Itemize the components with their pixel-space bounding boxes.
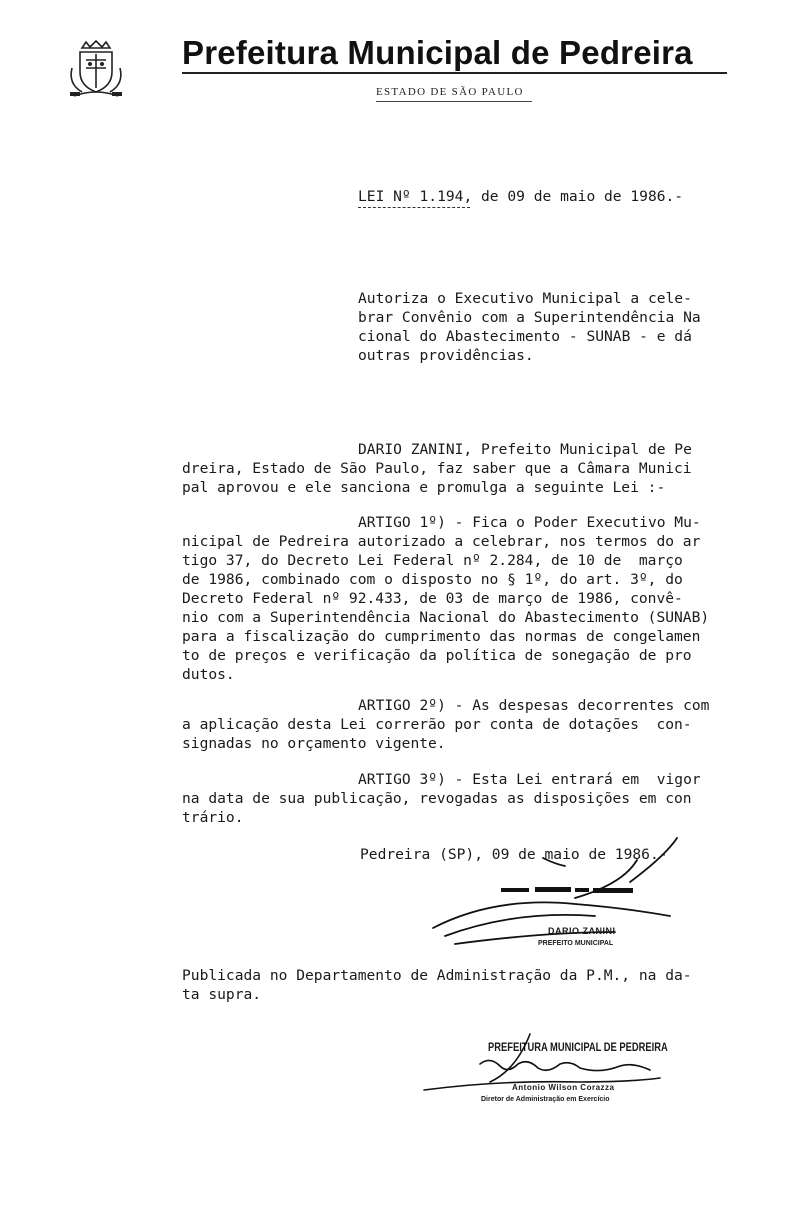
article-1-line: tigo 37, do Decreto Lei Federal nº 2.284, de 10 de março <box>182 552 683 569</box>
law-heading <box>358 190 683 205</box>
article-1-paragraph <box>182 513 709 684</box>
preamble-line: pal aprovou e ele sanciona e promulga a seguinte Lei :- <box>182 479 666 496</box>
ementa-line: outras providências. <box>358 347 534 364</box>
publication-line: Publicada no Departamento de Administração da P.M., na da- <box>182 967 692 984</box>
article-2-line: ARTIGO 2º) - As despesas decorrentes com <box>358 697 710 714</box>
ementa-paragraph <box>358 289 701 365</box>
mayor-signature-icon <box>425 836 695 954</box>
preamble-paragraph <box>182 440 692 497</box>
ementa-line: cional do Abastecimento - SUNAB - e dá <box>358 328 692 345</box>
header-divider <box>182 72 727 74</box>
article-3-line: na data de sua publicação, revogadas as disposições em con <box>182 790 692 807</box>
article-3-line: ARTIGO 3º) - Esta Lei entrará em vigor <box>358 771 701 788</box>
article-3-paragraph <box>182 770 701 827</box>
article-2-line: a aplicação desta Lei correrão por conta de dotações con- <box>182 716 692 733</box>
ementa-line: Autoriza o Executivo Municipal a cele- <box>358 290 692 307</box>
law-number-underline <box>358 207 470 208</box>
article-1-line: dutos. <box>182 666 235 683</box>
article-1-line: para a fiscalização do cumprimento das normas de congelamen <box>182 628 701 645</box>
ementa-line: brar Convênio com a Superintendência Na <box>358 309 701 326</box>
page-title: Prefeitura Municipal de Pedreira <box>182 34 693 71</box>
article-2-paragraph <box>182 696 709 753</box>
director-name: Antonio Wilson Corazza <box>512 1083 615 1092</box>
mayor-title: PREFEITO MUNICIPAL <box>538 940 614 947</box>
state-subtitle: ESTADO DE SÃO PAULO <box>376 86 524 98</box>
preamble-line: dreira, Estado de São Paulo, faz saber que a Câmara Munici <box>182 460 692 477</box>
director-role: Diretor de Administração em Exercício <box>481 1096 610 1103</box>
article-1-line: nicipal de Pedreira autorizado a celebrar, nos termos do ar <box>182 533 701 550</box>
preamble-line: DARIO ZANINI, Prefeito Municipal de Pe <box>358 441 692 458</box>
article-1-line: to de preços e verificação da política de sonegação de pro <box>182 647 692 664</box>
article-1-line: de 1986, combinado com o disposto no § 1º, do art. 3º, do <box>182 571 683 588</box>
place-and-date: Pedreira (SP), 09 de maio de 1986.- <box>360 846 668 863</box>
publication-line: ta supra. <box>182 986 262 1003</box>
article-1-line: nio com a Superintendência Nacional do Abastecimento (SUNAB) <box>182 609 710 626</box>
law-number: LEI Nº 1.194 <box>358 188 464 205</box>
law-date: , de 09 de maio de 1986.- <box>463 188 684 205</box>
article-1-line: ARTIGO 1º) - Fica o Poder Executivo Mu- <box>358 514 701 531</box>
publication-paragraph <box>182 966 692 1004</box>
stamp-organization: PREFEITURA MUNICIPAL DE PEDREIRA <box>488 1040 668 1054</box>
article-2-line: signadas no orçamento vigente. <box>182 735 446 752</box>
mayor-name: DARIO ZANINI <box>548 926 616 936</box>
coat-of-arms-icon <box>64 38 128 100</box>
subtitle-underline <box>376 101 532 102</box>
article-1-line: Decreto Federal nº 92.433, de 03 de março de 1986, convê- <box>182 590 683 607</box>
article-3-line: trário. <box>182 809 244 826</box>
